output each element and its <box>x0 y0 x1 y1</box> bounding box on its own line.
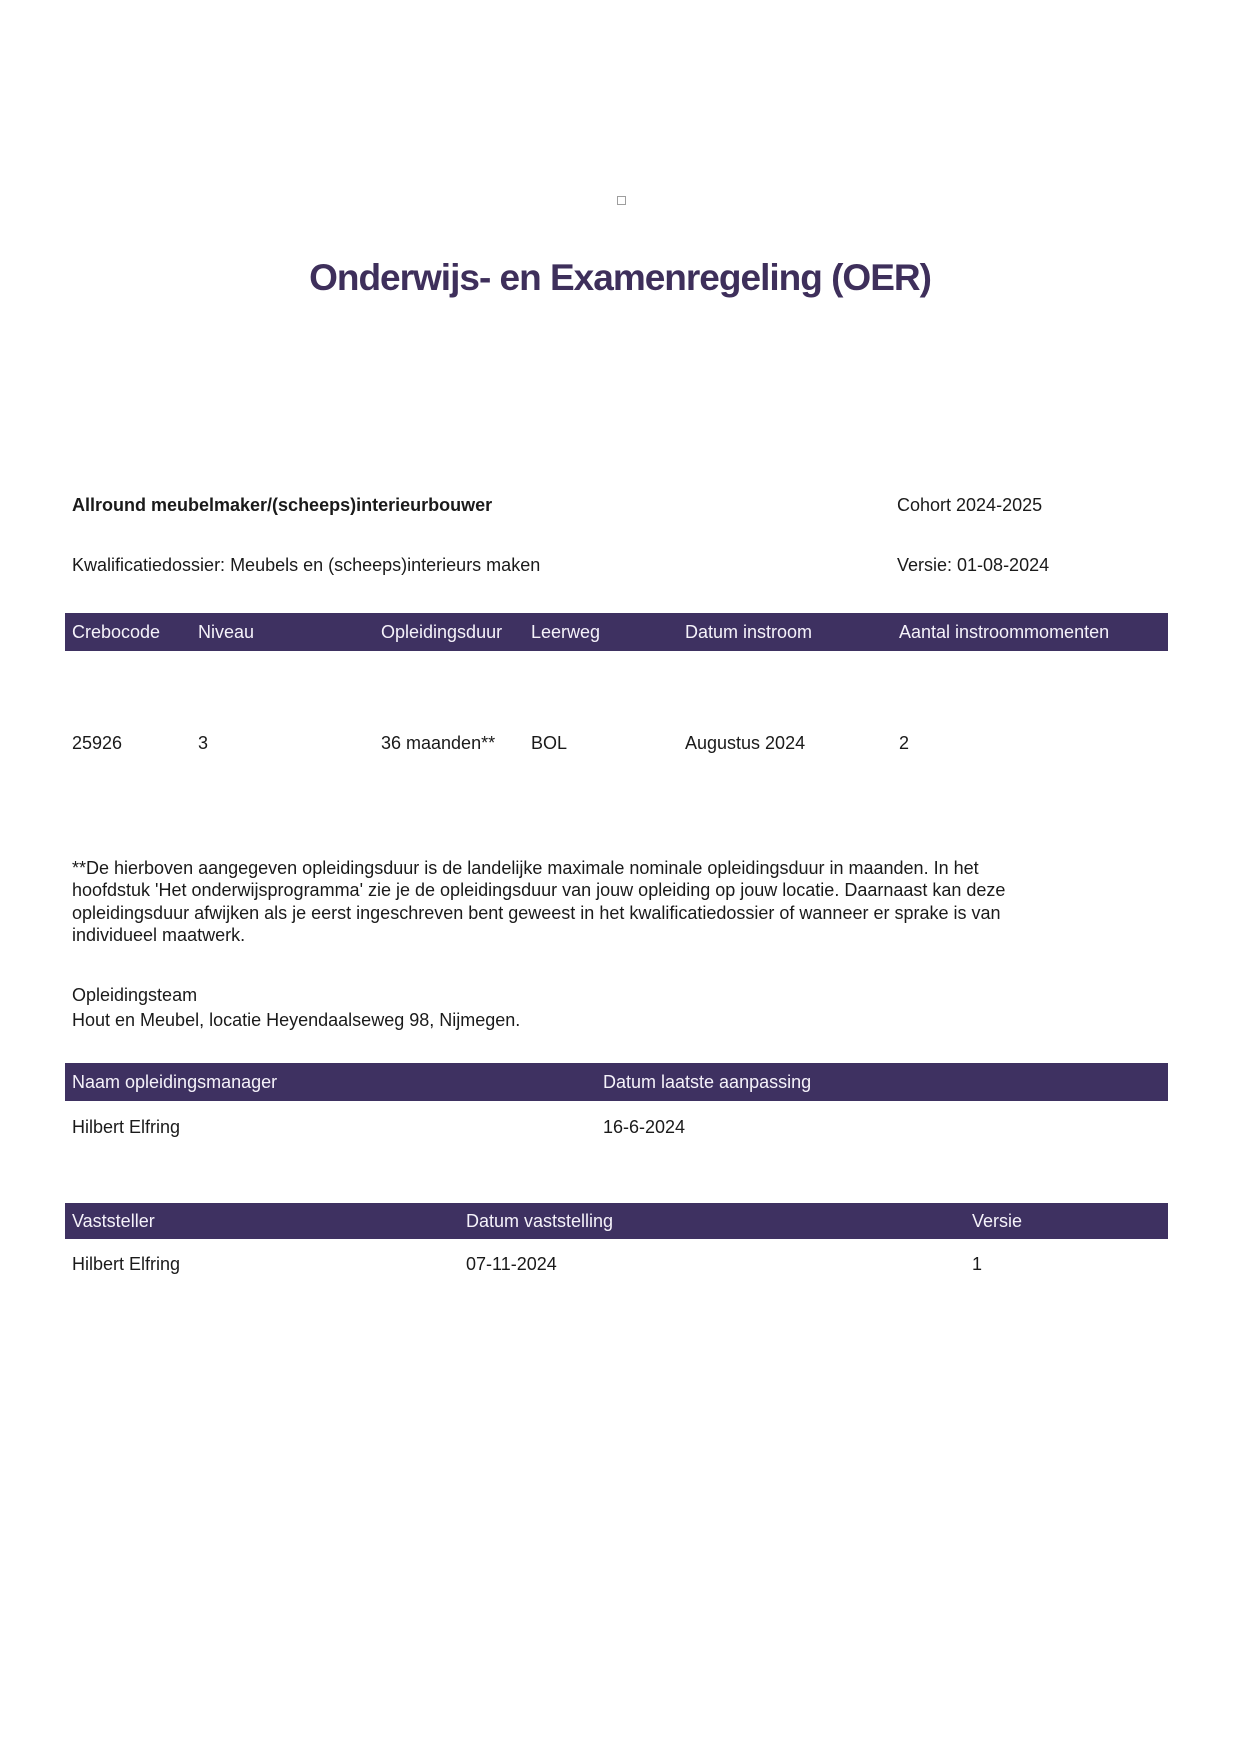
duration-footnote <box>72 857 1005 947</box>
header-datum-instroom: Datum instroom <box>685 622 813 642</box>
team-label: Opleidingsteam <box>72 985 198 1005</box>
value-vaststeller: Hilbert Elfring <box>72 1254 181 1274</box>
value-leerweg: BOL <box>531 733 568 753</box>
footnote-line: individueel maatwerk. <box>72 925 246 946</box>
header-versie: Versie <box>972 1211 1023 1231</box>
manager-table-header <box>65 1063 1168 1101</box>
header-crebocode: Crebocode <box>72 622 161 642</box>
program-name: Allround meubelmaker/(scheeps)interieurbouwer <box>72 495 493 515</box>
team-location: Hout en Meubel, locatie Heyendaalseweg 98, Nijmegen. <box>72 1010 521 1030</box>
value-laatste-aanpassing: 16-6-2024 <box>603 1117 686 1137</box>
program-table-header <box>65 613 1168 651</box>
value-crebocode: 25926 <box>72 733 123 753</box>
value-niveau: 3 <box>198 733 209 753</box>
header-naam-opleidingsmanager: Naam opleidingsmanager <box>72 1072 278 1092</box>
qualification-label: Kwalificatiedossier: Meubels en (scheeps)interieurs maken <box>72 555 541 575</box>
header-niveau: Niveau <box>198 622 255 642</box>
page-title: Onderwijs- en Examenregeling (OER) <box>309 257 931 298</box>
value-opleidingsduur: 36 maanden** <box>381 733 496 753</box>
header-leerweg: Leerweg <box>531 622 601 642</box>
value-datum-vaststelling: 07-11-2024 <box>466 1254 557 1274</box>
footnote-line: opleidingsduur afwijken als je eerst ingeschreven bent geweest in het kwalificatiedossier of wanneer er sprake is van <box>72 902 1001 923</box>
team-block <box>72 983 520 1033</box>
approval-table-header <box>65 1203 1168 1239</box>
manager-table-row <box>65 1117 1168 1139</box>
footnote-line: hoofdstuk 'Het onderwijsprogramma' zie je de opleidingsduur van jouw opleiding op jouw locatie. Daarnaast kan deze <box>72 880 1006 901</box>
header-vaststeller: Vaststeller <box>72 1211 155 1231</box>
header-datum-vaststelling: Datum vaststelling <box>466 1211 614 1231</box>
footnote-line: **De hierboven aangegeven opleidingsduur is de landelijke maximale nominale opleidingsduur in maanden. In het <box>72 858 979 878</box>
header-instroommomenten: Aantal instroommomenten <box>899 622 1110 642</box>
approval-table-row <box>65 1254 1168 1276</box>
value-opleidingsmanager: Hilbert Elfring <box>72 1117 181 1137</box>
value-datum-instroom: Augustus 2024 <box>685 733 806 753</box>
header-opleidingsduur: Opleidingsduur <box>381 622 503 642</box>
value-versie: 1 <box>972 1254 983 1274</box>
header-datum-laatste-aanpassing: Datum laatste aanpassing <box>603 1072 812 1092</box>
image-placeholder-icon <box>617 196 626 205</box>
value-instroommomenten: 2 <box>899 733 910 753</box>
cohort-label: Cohort 2024-2025 <box>897 495 1043 515</box>
version-label: Versie: 01-08-2024 <box>897 555 1050 575</box>
program-table-row <box>65 733 1168 755</box>
